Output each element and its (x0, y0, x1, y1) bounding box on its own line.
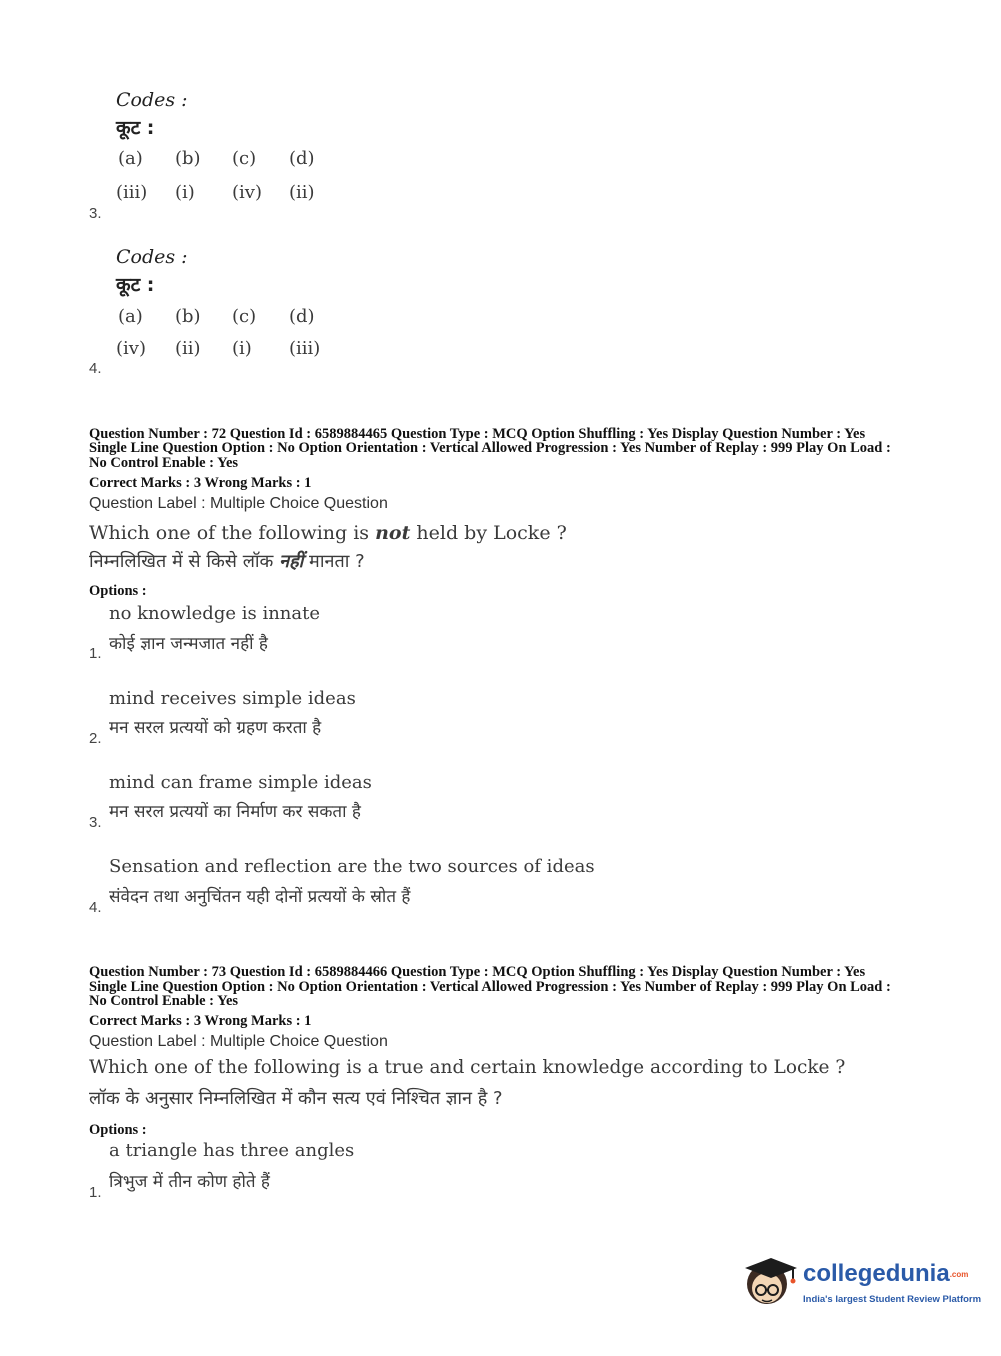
code-value: (i) (175, 182, 195, 203)
option-text-hindi: मन सरल प्रत्ययों को ग्रहण करता है (109, 718, 322, 738)
question-label: Question Label : Multiple Choice Question (89, 1033, 388, 1050)
question-text-part: निम्नलिखित में से किसे लॉक (89, 551, 280, 572)
code-header: (a) (118, 148, 143, 169)
question-meta-line: Single Line Question Option : No Option Orientation : Vertical Allowed Progression : Yes Number of Replay : 999 Play On Load : (89, 440, 891, 456)
question-text-part: held by Locke ? (410, 522, 567, 544)
code-header: (b) (175, 306, 201, 327)
option-text-hindi: संवेदन तथा अनुचिंतन यही दोनों प्रत्ययों के स्रोत हैं (109, 887, 411, 907)
code-header: (d) (289, 148, 315, 169)
options-heading: Options : (89, 583, 147, 599)
question-emphasis: नहीं (279, 551, 304, 572)
option-text-hindi: त्रिभुज में तीन कोण होते हैं (109, 1172, 270, 1192)
question-emphasis: not (375, 522, 411, 544)
option-number: 3. (89, 205, 102, 222)
question-marks: Correct Marks : 3 Wrong Marks : 1 (89, 475, 312, 491)
question-meta-line: No Control Enable : Yes (89, 455, 239, 471)
brand-wordmark: collegedunia (803, 1260, 950, 1287)
codes-value-row (116, 182, 346, 203)
codes-label: Codes : (116, 246, 188, 268)
question-text-english (89, 522, 567, 544)
code-header: (c) (232, 306, 257, 327)
codes-header-row (118, 148, 346, 169)
option-number: 3. (89, 814, 102, 831)
option-text-hindi: मन सरल प्रत्ययों का निर्माण कर सकता है (109, 802, 361, 822)
option-number: 4. (89, 360, 102, 377)
code-header: (b) (175, 148, 201, 169)
code-header: (c) (232, 148, 257, 169)
option-number: 2. (89, 730, 102, 747)
question-meta-line: No Control Enable : Yes (89, 993, 239, 1009)
codes-label-hindi: कूट : (116, 117, 155, 139)
code-value: (iv) (232, 182, 262, 203)
code-value: (iii) (289, 338, 321, 359)
code-value: (iv) (116, 338, 146, 359)
codes-label: Codes : (116, 89, 188, 111)
collegedunia-logo (741, 1250, 982, 1312)
option-text-english: mind receives simple ideas (109, 688, 356, 709)
question-marks: Correct Marks : 3 Wrong Marks : 1 (89, 1013, 312, 1029)
codes-value-row (116, 338, 346, 359)
question-label: Question Label : Multiple Choice Question (89, 495, 388, 512)
question-text-hindi: लॉक के अनुसार निम्नलिखित में कौन सत्य एवं निश्चित ज्ञान है ? (89, 1088, 503, 1109)
option-text-english: a triangle has three angles (109, 1140, 355, 1161)
question-text-english: Which one of the following is a true and certain knowledge according to Locke ? (89, 1057, 846, 1078)
brand-tagline: India's largest Student Review Platform (803, 1294, 982, 1305)
codes-header-row (118, 306, 346, 327)
code-header: (d) (289, 306, 315, 327)
codes-label-hindi: कूट : (116, 274, 155, 296)
question-meta-line: Question Number : 72 Question Id : 6589884465 Question Type : MCQ Option Shuffling : Yes Display Question Number : Yes (89, 426, 866, 442)
option-number: 1. (89, 1184, 102, 1201)
question-meta-line: Question Number : 73 Question Id : 6589884466 Question Type : MCQ Option Shuffling : Yes Display Question Number : Yes (89, 964, 866, 980)
brand-suffix: .com (949, 1270, 969, 1280)
option-number: 1. (89, 645, 102, 662)
option-number: 4. (89, 899, 102, 916)
question-text-part: मानता ? (303, 551, 365, 572)
option-text-english: Sensation and reflection are the two sources of ideas (109, 856, 595, 877)
code-header: (a) (118, 306, 143, 327)
mascot-icon (741, 1250, 799, 1312)
question-text-part: Which one of the following is (89, 522, 376, 544)
question-meta-line: Single Line Question Option : No Option Orientation : Vertical Allowed Progression : Yes Number of Replay : 999 Play On Load : (89, 979, 891, 995)
code-value: (ii) (175, 338, 201, 359)
option-text-hindi: कोई ज्ञान जन्मजात नहीं है (109, 634, 268, 654)
question-text-hindi (89, 549, 365, 573)
option-text-english: mind can frame simple ideas (109, 772, 372, 793)
code-value: (iii) (116, 182, 148, 203)
option-text-english: no knowledge is innate (109, 603, 320, 624)
options-heading: Options : (89, 1122, 147, 1138)
code-value: (i) (232, 338, 252, 359)
brand-name (803, 1260, 968, 1288)
code-value: (ii) (289, 182, 315, 203)
